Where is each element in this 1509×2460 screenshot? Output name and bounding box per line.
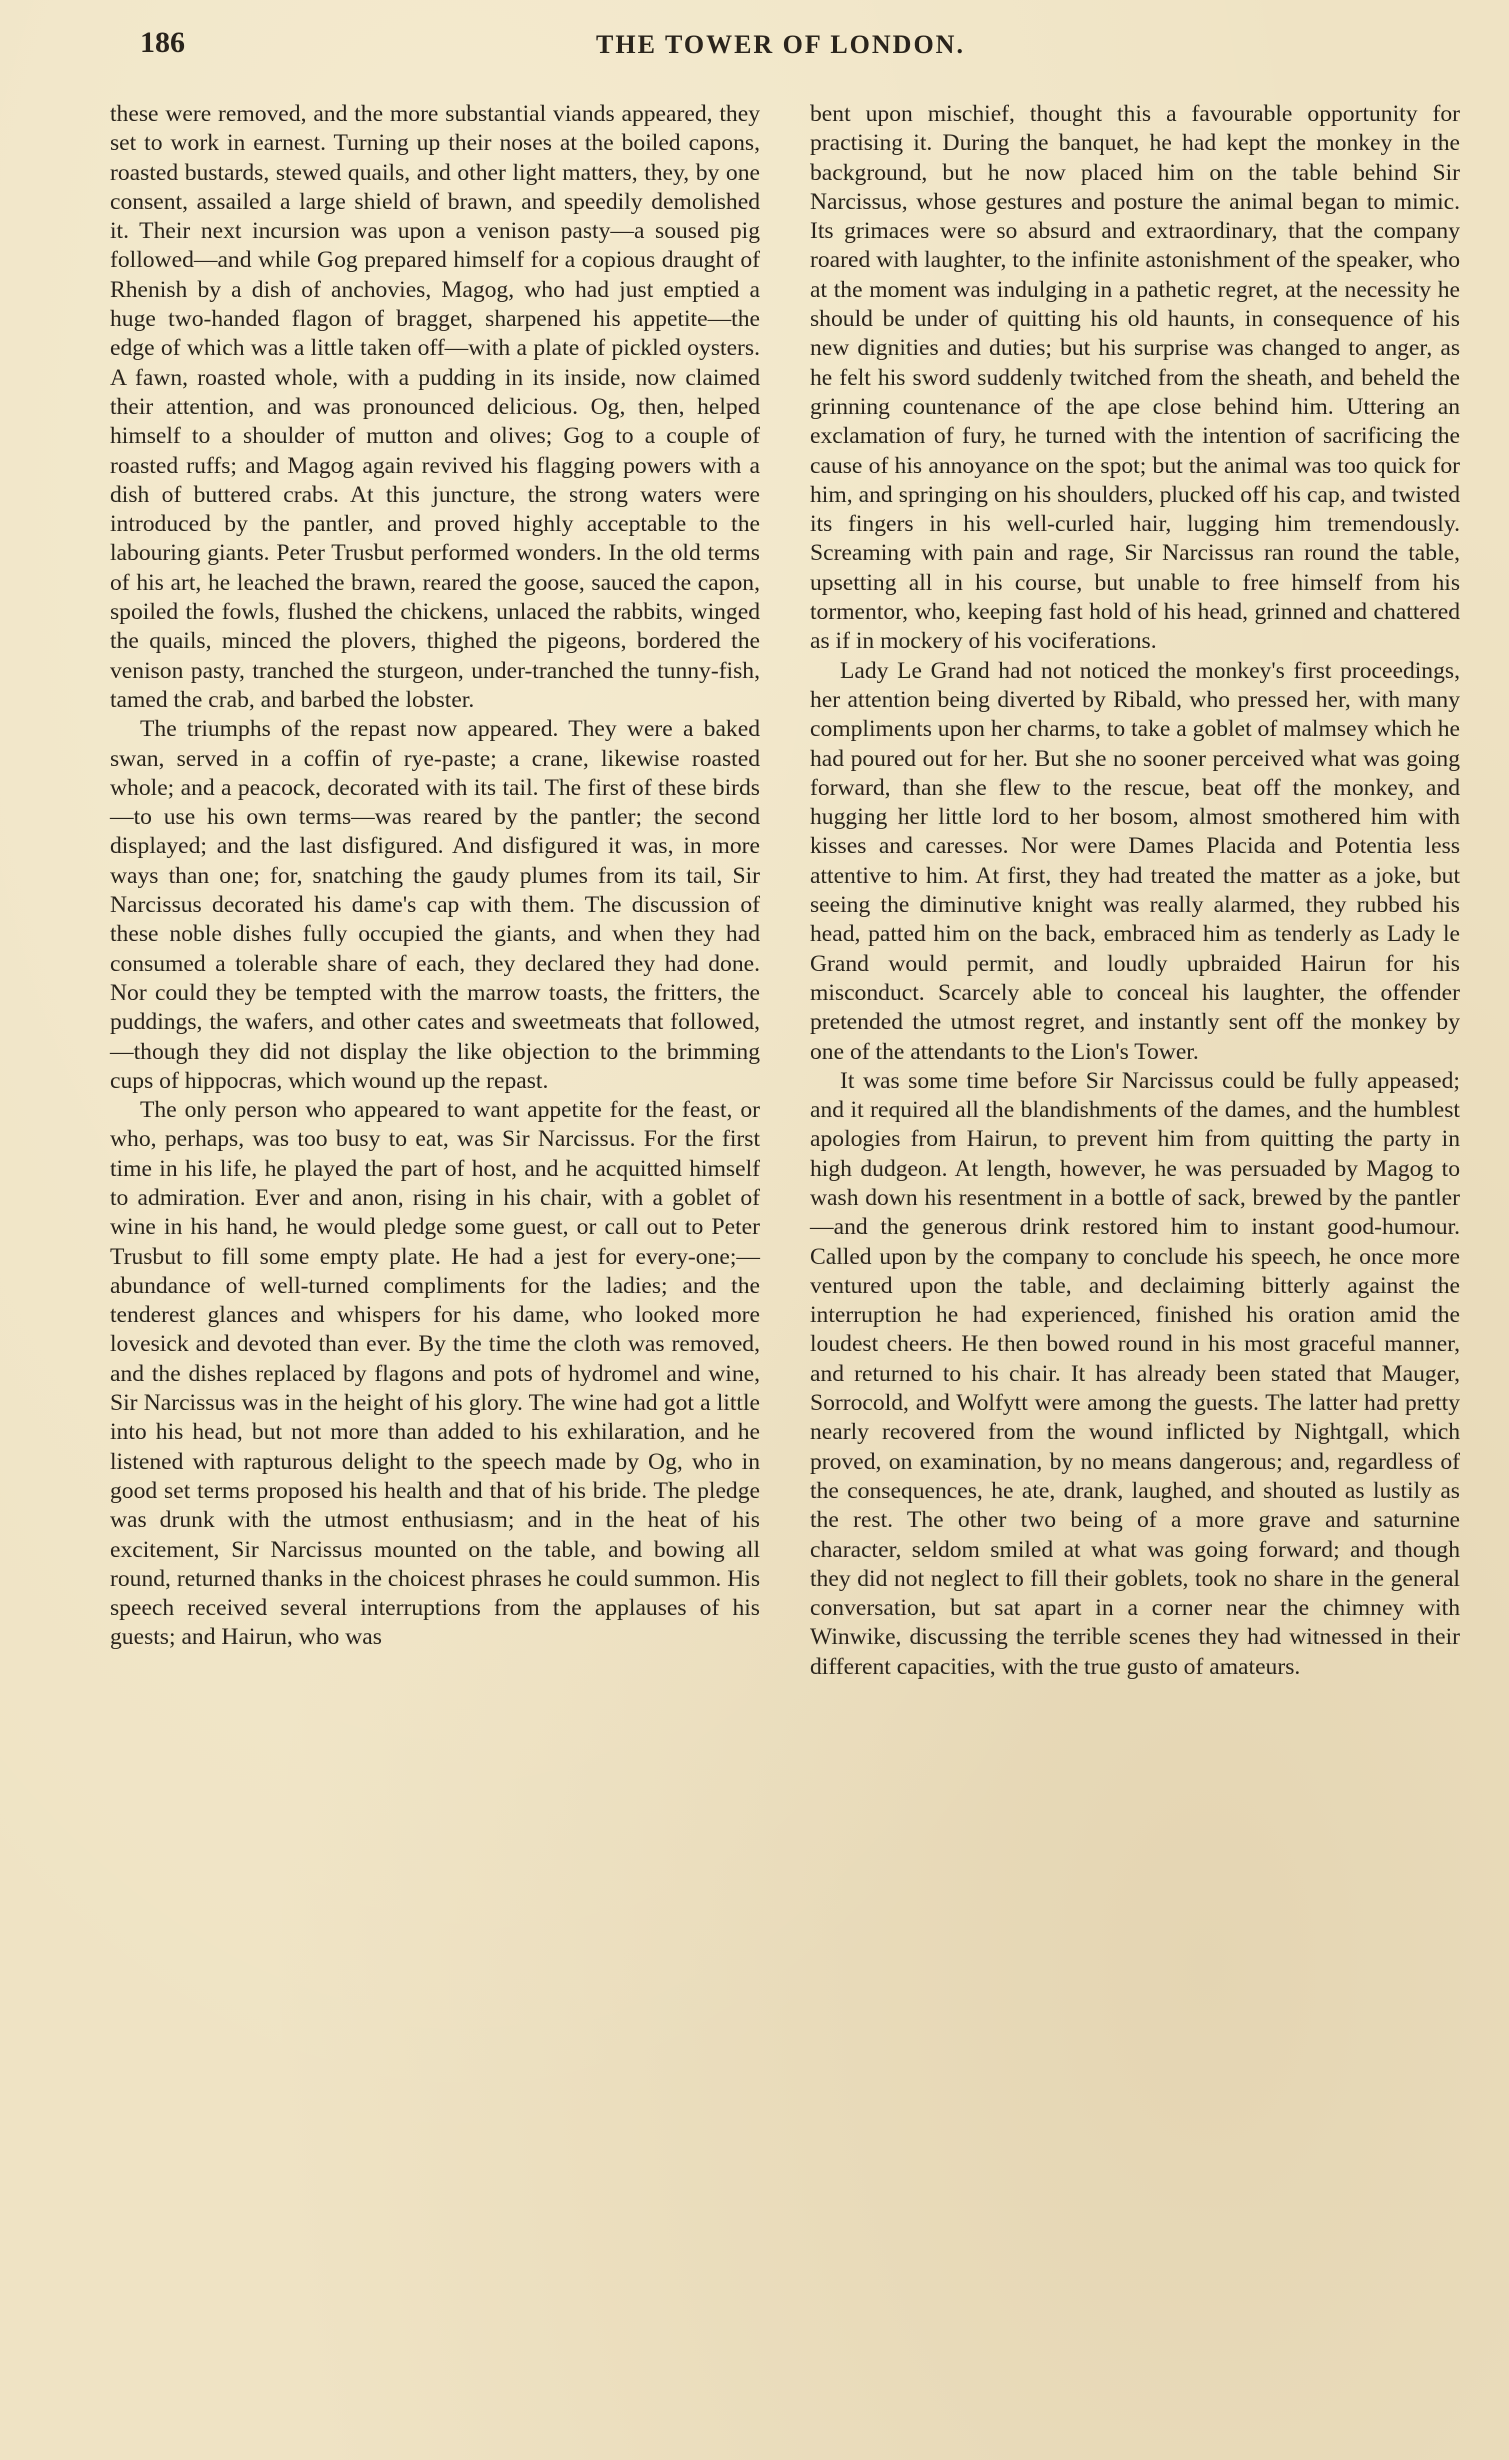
running-title: THE TOWER OF LONDON. xyxy=(596,30,965,59)
page-number: 186 xyxy=(140,26,185,59)
right-column xyxy=(810,100,1460,1682)
paragraph: The only person who appeared to want appetite for the feast, or who, perhaps, was too busy to eat, was Sir Narcissus. For the first time in his life, he played the part of host, and he acquitted himself to admiration. Ever and anon, rising in his chair, with a goblet of wine in his hand, he would pledge some guest, or call out to Peter Trusbut to fill some empty plate. He had a jest for every-one;—abundance of well-turned compliments for the ladies; and the tenderest glances and whispers for his dame, who looked more lovesick and devoted than ever. By the time the cloth was removed, and the dishes replaced by flagons and pots of hydromel and wine, Sir Narcissus was in the height of his glory. The wine had got a little into his head, but not more than added to his exhilaration, and he listened with rapturous delight to the speech made by Og, who in good set terms proposed his health and that of his bride. The pledge was drunk with the utmost enthusiasm; and in the heat of his excitement, Sir Narcissus mounted on the table, and bowing all round, returned thanks in the choicest phrases he could summon. His speech received several interruptions from the applauses of his guests; and Hairun, who was xyxy=(110,1097,761,1651)
running-head xyxy=(100,26,1461,66)
paragraph: It was some time before Sir Narcissus could be fully appeased; and it required all the blandishments of the dames, and the humblest apologies from Hairun, to prevent him from quitting the party in high dudgeon. At length, however, he was persuaded by Magog to wash down his resentment in a bottle of sack, brewed by the pantler—and the generous drink restored him to instant good-humour. Called upon by the company to conclude his speech, he once more ventured upon the table, and declaiming bitterly against the interruption he had experienced, finished his oration amid the loudest cheers. He then bowed round in his most graceful manner, and returned to his chair. It has already been stated that Mauger, Sorrocold, and Wolfytt were among the guests. The latter had pretty nearly recovered from the wound inflicted by Nightgall, which proved, on examination, by no means dangerous; and, regardless of the consequences, he ate, drank, laughed, and shouted as lustily as the rest. The other two being of a more grave and saturnine character, seldom smiled at what was going forward; and though they did not neglect to fill their goblets, took no share in the general conversation, but sat apart in a corner near the chimney with Winwike, discussing the terrible scenes they had witnessed in their different capacities, with the true gusto of amateurs. xyxy=(810,1067,1460,1680)
paragraph: Lady Le Grand had not noticed the monkey's first proceedings, her attention being diverted by Ribald, who pressed her, with many compliments upon her charms, to take a goblet of malmsey which he had poured out for her. But she no sooner perceived what was going forward, than she flew to the rescue, beat off the monkey, and hugging her little lord to her bosom, almost smothered him with kisses and caresses. Nor were Dames Placida and Potentia less attentive to him. At first, they had treated the matter as a joke, but seeing the diminutive knight was really alarmed, they rubbed his head, patted him on the back, embraced him as tenderly as Lady le Grand would permit, and loudly upbraided Hairun for his misconduct. Scarcely able to conceal his laughter, the offender pretended the utmost regret, and instantly sent off the monkey by one of the attendants to the Lion's Tower. xyxy=(810,657,1460,1065)
paragraph: these were removed, and the more substantial viands appeared, they set to work in earnest. Turning up their noses at the boiled capons, roasted bustards, stewed quails, and other light matters, they, by one consent, assailed a large shield of brawn, and speedily demolished it. Their next incursion was upon a venison pasty—a soused pig followed—and while Gog prepared himself for a copious draught of Rhenish by a dish of anchovies, Magog, who had just emptied a huge two-handed flagon of bragget, sharpened his appetite—the edge of which was a little taken off—with a plate of pickled oysters. A fawn, roasted whole, with a pudding in its inside, now claimed their attention, and was pronounced delicious. Og, then, helped himself to a shoulder of mutton and olives; Gog to a couple of roasted ruffs; and Magog again revived his flagging powers with a dish of buttered crabs. At this juncture, the strong waters were introduced by the pantler, and proved highly acceptable to the labouring giants. Peter Trusbut performed wonders. In the old terms of his art, he leached the brawn, reared the goose, sauced the capon, spoiled the fowls, flushed the chickens, unlaced the rabbits, winged the quails, minced the plovers, thighed the pigeons, bordered the venison pasty, tranched the sturgeon, under-tranched the tunny-fish, tamed the crab, and barbed the lobster. xyxy=(110,101,760,713)
left-column xyxy=(110,100,760,1653)
paragraph: bent upon mischief, thought this a favourable opportunity for practising it. During the banquet, he had kept the monkey in the background, but he now placed him on the table behind Sir Narcissus, whose gestures and posture the animal began to mimic. Its grimaces were so absurd and extraordinary, that the company roared with laughter, to the infinite astonishment of the speaker, who at the moment was indulging in a pathetic regret, at the necessity he should be under of quitting his old haunts, in consequence of his new dignities and duties; but his surprise was changed to anger, as he felt his sword suddenly twitched from the sheath, and beheld the grinning countenance of the ape close behind him. Uttering an exclamation of fury, he turned with the intention of sacrificing the cause of his annoyance on the spot; but the animal was too quick for him, and springing on his shoulders, plucked off his cap, and twisted its fingers in his well-curled hair, lugging him tremendously. Screaming with pain and rage, Sir Narcissus ran round the table, upsetting all in his course, but unable to free himself from his tormentor, who, keeping fast hold of his head, grinned and chattered as if in mockery of his vociferations. xyxy=(810,101,1460,655)
paragraph: The triumphs of the repast now appeared. They were a baked swan, served in a coffin of rye-paste; a crane, likewise roasted whole; and a peacock, decorated with its tail. The first of these birds—to use his own terms—was reared by the pantler; the second displayed; and the last disfigured. And disfigured it was, in more ways than one; for, snatching the gaudy plumes from its tail, Sir Narcissus decorated his dame's cap with them. The discussion of these noble dishes fully occupied the giants, and when they had consumed a tolerable share of each, they declared they had done. Nor could they be tempted with the marrow toasts, the fritters, the puddings, the wafers, and other cates and sweetmeats that followed,—though they did not display the like objection to the brimming cups of hippocras, which wound up the repast. xyxy=(110,716,760,1094)
